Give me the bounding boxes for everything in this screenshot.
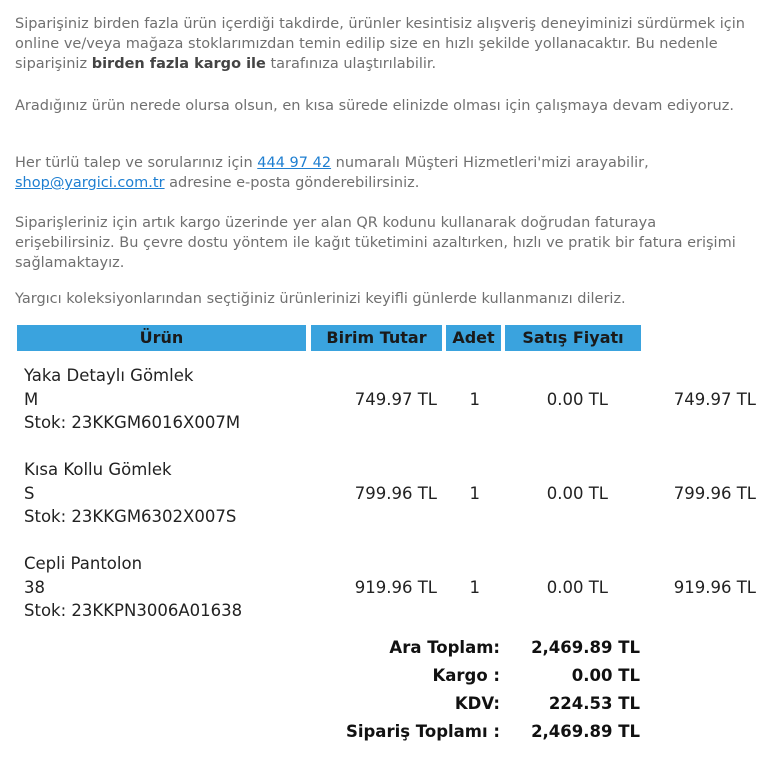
quantity: 1	[469, 578, 480, 597]
shipping-value: 0.00 TL	[571, 666, 640, 685]
product-stock: Stok: 23KKPN3006A01638	[24, 601, 243, 620]
discount: 0.00 TL	[546, 578, 608, 597]
product-size: 38	[24, 577, 45, 597]
header-birim-tutar: Birim Tutar	[311, 325, 442, 351]
shipping-label: Kargo :	[432, 666, 500, 685]
quantity: 1	[469, 390, 480, 409]
subtotal-label: Ara Toplam:	[389, 638, 500, 657]
phone-link[interactable]: 444 97 42	[257, 155, 332, 171]
intro-paragraph-working: Aradığınız ürün nerede olursa olsun, en kısa sürede elinizde olması için çalışmaya devam ediyoruz.	[15, 98, 734, 114]
header-urun: Ürün	[17, 325, 306, 351]
line-total: 749.97 TL	[673, 390, 756, 409]
intro-paragraph-qr: Siparişleriniz için artık kargo üzerinde yer alan QR kodunu kullanarak doğrudan faturaya erişebilirsiniz. Bu çevre dostu yöntem ile kağıt tüketimini azaltırken, hızlı ve pratik bir fatura erişimi sağlamaktayız.	[15, 215, 736, 271]
table-row	[24, 458, 236, 529]
intro-paragraph-wishes: Yargıcı koleksiyonlarından seçtiğiniz ürünlerinizi keyifli günlerde kullanmanızı dileriz.	[15, 291, 626, 307]
discount: 0.00 TL	[546, 484, 608, 503]
intro-paragraph-contact	[15, 153, 755, 193]
unit-price: 799.96 TL	[354, 484, 437, 503]
product-name: Cepli Pantolon	[24, 554, 143, 573]
unit-price: 749.97 TL	[354, 390, 437, 409]
intro-paragraph-shipping	[15, 14, 755, 74]
contact-text: Her türlü talep ve sorularınız için	[15, 155, 258, 171]
line-total: 919.96 TL	[673, 578, 756, 597]
product-stock: Stok: 23KKGM6016X007M	[24, 413, 241, 432]
intro-text-end: tarafınıza ulaştırılabilir.	[265, 56, 437, 72]
contact-text-2: numaralı Müşteri Hizmetleri'mizi arayabilir,	[331, 155, 649, 171]
unit-price: 919.96 TL	[354, 578, 437, 597]
product-stock: Stok: 23KKGM6302X007S	[24, 507, 237, 526]
email-link[interactable]: shop@yargici.com.tr	[15, 175, 165, 191]
table-row	[24, 552, 242, 623]
subtotal-value: 2,469.89 TL	[531, 638, 640, 657]
product-name: Yaka Detaylı Gömlek	[24, 366, 194, 385]
table-row	[24, 364, 240, 435]
header-adet: Adet	[446, 325, 501, 351]
discount: 0.00 TL	[546, 390, 608, 409]
intro-text: Siparişiniz birden fazla ürün içerdiği takdirde, ürünler kesintisiz alışveriş deneyiminizi sürdürmek için online ve/veya mağaza stoklarımızdan temin edilip size en hızlı şekilde yollanacaktır. Bu nedenle siparişiniz	[15, 16, 745, 72]
product-size: M	[24, 389, 39, 409]
order-total-label: Sipariş Toplamı :	[345, 722, 500, 741]
contact-text-3: adresine e-posta gönderebilirsiniz.	[164, 175, 420, 191]
line-total: 799.96 TL	[673, 484, 756, 503]
product-size: S	[24, 483, 35, 503]
header-satis-fiyati: Satış Fiyatı	[505, 325, 641, 351]
tax-value: 224.53 TL	[548, 694, 640, 713]
tax-label: KDV:	[454, 694, 500, 713]
product-name: Kısa Kollu Gömlek	[24, 460, 172, 479]
quantity: 1	[469, 484, 480, 503]
order-total-value: 2,469.89 TL	[531, 722, 640, 741]
intro-bold-text: birden fazla kargo ile	[91, 56, 266, 72]
